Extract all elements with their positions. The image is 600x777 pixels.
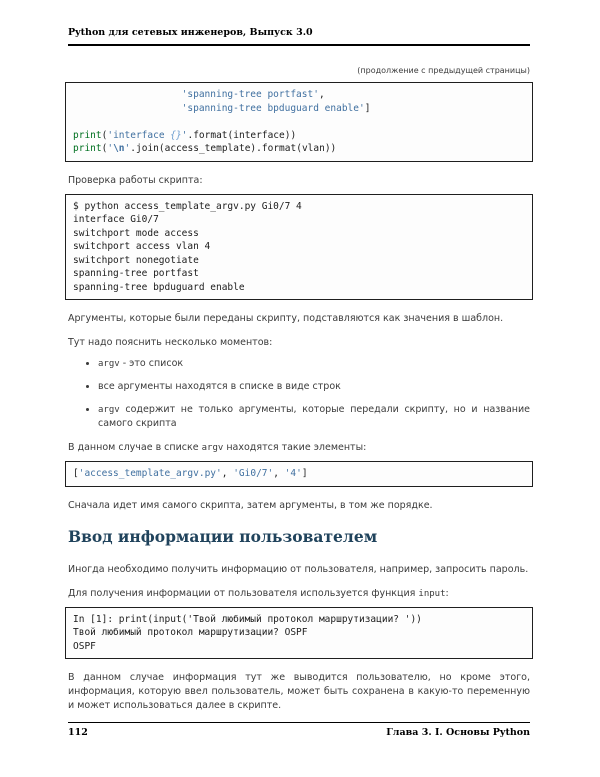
list-item-argv-list: • argv - это список — [98, 357, 530, 371]
continuation-note: (продолжение с предыдущей страницы) — [357, 66, 530, 75]
code-block-input-example: In [1]: print(input('Твой любимый протокол маршрутизации? ')) Твой любимый протокол маршрутизации? OSPF OSPF — [65, 607, 533, 660]
paragraph-order: Сначала идет имя самого скрипта, затем аргументы, в том же порядке. — [68, 499, 433, 511]
paragraph-final: В данном случае информация тут же выводится пользователю, но кроме этого, информация, которую ввел пользователь, может быть сохранена в какую-то переменную и может использоваться далее в скрипте. — [68, 672, 530, 711]
paragraph-arguments: Аргументы, которые были переданы скрипту, подставляются как значения в шаблон. — [68, 313, 504, 324]
page-footer — [68, 722, 530, 738]
code-block-script-output: $ python access_template_argv.py Gi0/7 4 interface Gi0/7 switchport mode access switchport access vlan 4 switchport nonegotiate spanning-tree portfast spanning-tree bpduguard enable — [65, 194, 533, 301]
paragraph-check: Проверка работы скрипта: — [68, 174, 203, 186]
paragraph-moments: Тут надо пояснить несколько моментов: — [68, 337, 273, 348]
header-title: Python для сетевых инженеров, Выпуск 3.0 — [68, 27, 313, 38]
code-block-access-template: 'spanning-tree portfast', 'spanning-tree bpduguard enable'] print('interface {}'.format(interface)) print('\n'.join(access_template).format(vlan)) — [65, 82, 533, 162]
list-item-argv-contains: • argv содержит не только аргументы, которые передали скрипту, но и название самого скрипта — [98, 403, 530, 431]
paragraph-input-func: Для получения информации от пользователя используется функция input: — [68, 587, 449, 599]
paragraph-incase: В данном случае в списке argv находятся такие элементы: — [68, 442, 367, 453]
paragraph-sometimes: Иногда необходимо получить информацию от пользователя, например, запросить пароль. — [68, 563, 529, 575]
code-block-argv-elements: ['access_template_argv.py', 'Gi0/7', '4'] — [65, 461, 533, 487]
list-item-args-strings: • все аргументы находятся в списке в виде строк — [98, 380, 530, 394]
page-header — [68, 26, 530, 46]
bullet-list — [68, 357, 530, 431]
section-heading: Ввод информации пользователем — [68, 526, 378, 546]
footer-page-number: 112 — [68, 727, 88, 738]
footer-chapter: Глава 3. I. Основы Python — [386, 727, 530, 738]
